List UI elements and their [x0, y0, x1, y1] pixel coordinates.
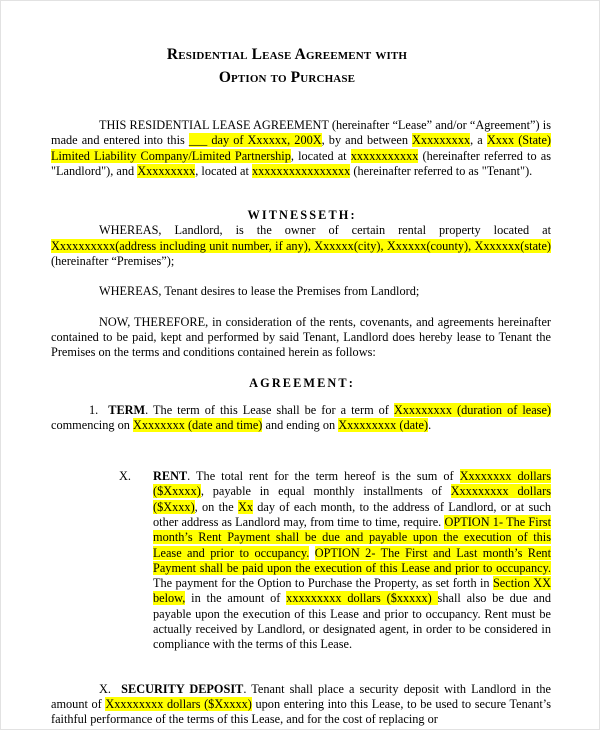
preamble-paragraph [51, 118, 551, 179]
preamble-highlight-landlord-address: xxxxxxxxxxx [350, 148, 419, 163]
clause-term-heading: TERM [108, 403, 146, 418]
spacer [51, 269, 551, 284]
witnesseth-heading-label: WITNESSETH [247, 208, 351, 223]
preamble-highlight-landlord-name: Xxxxxxxxx [412, 133, 471, 148]
clause-rent-highlight-option-1: OPTION 1- The First month’s Rent Payment shall be due and payable upon the execution of this Lease and prior to occupancy. [153, 514, 551, 560]
agreement-heading [51, 376, 551, 391]
clause-term-seg-1: . The term of this Lease shall be for a term of [145, 403, 394, 418]
spacer [51, 674, 551, 682]
spacer [51, 179, 551, 200]
clause-term-highlight-start-date: Xxxxxxxx (date and time) [132, 418, 263, 433]
preamble-seg-2: , by and between [321, 133, 413, 148]
clause-rent-highlight-option-2: OPTION 2- The First and Last month’s Rent Payment shall be paid upon the execution of this Lease and prior to occupancy. [153, 545, 551, 575]
clause-rent-seg-8: shall also be due and payable upon the execution of this Lease and prior to occupancy. Rent must be actually received by Landlord, or designated agent, in order to be considered in compliance with the terms of this Lease. [153, 591, 551, 652]
clause-rent-highlight-total-rent: Xxxxxxxx dollars ($Xxxxx) [153, 469, 551, 499]
preamble-highlight-tenant-name: Xxxxxxxxx [137, 163, 196, 178]
clause-term-highlight-end-date: Xxxxxxxxx (date) [338, 418, 429, 433]
clause-rent-seg-1: . The total rent for the term hereof is the sum of [187, 469, 460, 484]
clause-rent-seg-6: The payment for the Option to Purchase the Property, as set forth in [153, 576, 493, 591]
clause-rent-seg-3: , on the [194, 499, 238, 514]
document-body [51, 1, 551, 731]
clause-term-marker: 1. [89, 403, 99, 418]
page-title [61, 1, 513, 89]
clause-security-deposit [51, 682, 551, 728]
clause-rent-seg-7: in the amount of [185, 591, 287, 606]
clause-rent-marker: X. [119, 469, 131, 484]
spacer [51, 110, 551, 118]
now-therefore-seg-1: NOW, THEREFORE, in consideration of the rents, covenants, and agreements hereinafter contained to be paid, kept and performed by said Tenant, Landlord does hereby lease to Tenant the Premises on the terms and conditions contained herein as follows: [51, 314, 551, 360]
spacer [51, 300, 551, 315]
agreement-heading-label: AGREEMENT [249, 375, 349, 390]
preamble-seg-4: , located at [290, 148, 351, 163]
clause-term [51, 403, 551, 434]
spacer [51, 446, 551, 461]
clause-rent [119, 469, 551, 653]
clause-security-deposit-seg-2: upon entering into this Lease, to be used to secure Tenant’s faithful performance of the terms of this Lease, and for the cost of replacing or [51, 696, 551, 727]
preamble-seg-1: THIS RESIDENTIAL LEASE AGREEMENT (hereinafter “Lease” and/or “Agreement”) is made and entered into this [51, 118, 551, 148]
clause-security-deposit-highlight-amount: Xxxxxxxxx dollars ($Xxxxx) [105, 696, 252, 711]
spacer [51, 461, 551, 469]
whereas-paragraph-2 [51, 284, 551, 299]
clause-rent-highlight-monthly-installment: Xxxxxxxxx dollars ($Xxxx) [153, 484, 551, 514]
spacer [51, 653, 551, 674]
preamble-highlight-date: ___ day of Xxxxxx, 200X [188, 133, 322, 148]
preamble-highlight-tenant-address: xxxxxxxxxxxxxxxx [251, 163, 351, 178]
witnesseth-heading-colon: : [350, 208, 355, 223]
clause-term-seg-2: commencing on [51, 418, 133, 433]
clause-term-seg-4: . [428, 418, 432, 433]
spacer [51, 200, 551, 208]
clause-rent-seg-2: , payable in equal monthly installments of [200, 484, 451, 499]
preamble-highlight-entity-type: Xxxx (State) Limited Liability Company/Limited Partnership [51, 133, 551, 163]
whereas-1-highlight-premises-address: Xxxxxxxxxx(address including unit number, if any), Xxxxxx(city), Xxxxxx(county), Xxxxxxx(state) [51, 238, 551, 253]
clause-term-seg-3: and ending on [262, 418, 339, 433]
clause-rent-seg-4: day of each month, to the address of Landlord, or at such other address as Landlord may, from time to time, require. [153, 499, 551, 529]
clause-rent-heading: RENT [153, 469, 188, 484]
now-therefore-paragraph [51, 315, 551, 361]
preamble-seg-7: (hereinafter referred to as "Tenant"). [350, 163, 533, 178]
preamble-seg-5: (hereinafter referred to as "Landlord"), and [51, 148, 551, 178]
preamble-seg-6: , located at [195, 163, 252, 178]
clause-term-highlight-duration: Xxxxxxxxx (duration of lease) [393, 403, 551, 418]
clause-security-deposit-heading: SECURITY DEPOSIT [121, 681, 244, 696]
spacer [51, 361, 551, 376]
clause-security-deposit-marker: X. [99, 681, 111, 696]
preamble-seg-3: , a [470, 133, 487, 148]
spacer [51, 89, 551, 110]
witnesseth-heading [51, 208, 551, 223]
page-title-line-2: Option to Purchase [218, 69, 356, 86]
clause-rent-highlight-due-day: Xx [237, 499, 253, 514]
whereas-2-seg-1: WHEREAS, Tenant desires to lease the Premises from Landlord; [99, 284, 420, 299]
clause-security-deposit-seg-1: . Tenant shall place a security deposit with Landlord in the amount of [51, 681, 551, 711]
whereas-paragraph-1 [51, 223, 551, 269]
clause-rent-seg-5 [309, 546, 314, 560]
agreement-heading-colon: : [348, 375, 353, 390]
clause-rent-highlight-section-ref: Section XX below, [153, 576, 551, 606]
whereas-1-seg-2: (hereinafter “Premises”); [51, 254, 175, 269]
whereas-1-seg-1: WHEREAS, Landlord, is the owner of certain rental property located at [99, 223, 551, 238]
page-title-line-1: Residential Lease Agreement with [166, 46, 408, 63]
clause-rent-highlight-option-amount: xxxxxxxxx dollars ($xxxxx) [286, 591, 438, 606]
